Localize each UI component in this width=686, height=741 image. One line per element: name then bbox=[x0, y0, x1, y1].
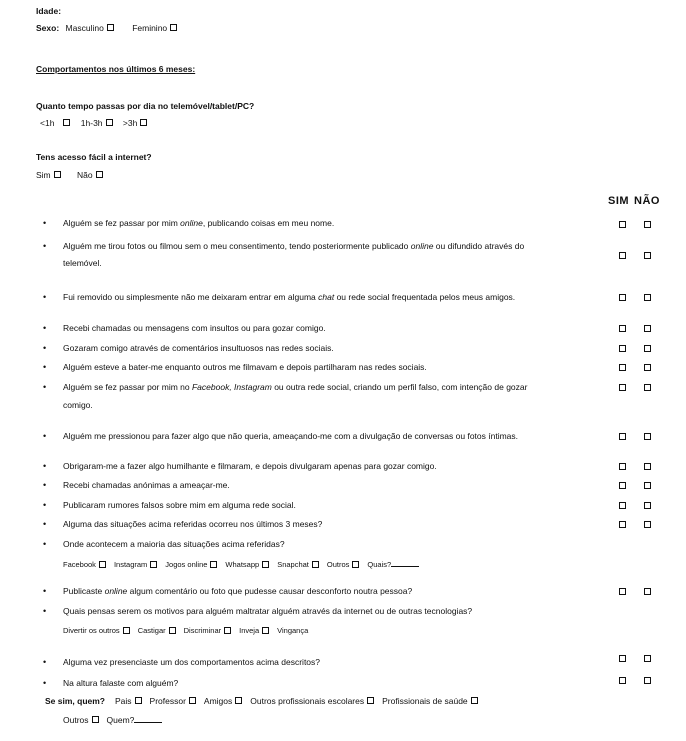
no-checkbox[interactable] bbox=[644, 221, 651, 228]
question-text-line2: telemóvel. bbox=[63, 258, 102, 268]
no-checkbox[interactable] bbox=[644, 521, 651, 528]
told-question: Na altura falaste com alguém? bbox=[63, 678, 179, 688]
no-checkbox[interactable] bbox=[644, 252, 651, 259]
age-label: Idade: bbox=[36, 6, 62, 16]
bullet: • bbox=[43, 343, 47, 353]
yes-checkbox[interactable] bbox=[619, 345, 626, 352]
online-games-checkbox[interactable] bbox=[210, 561, 217, 568]
screen-time-1-3-checkbox[interactable] bbox=[106, 119, 113, 126]
no-checkbox[interactable] bbox=[644, 433, 651, 440]
question-text: Alguém me tirou fotos ou filmou sem o meu consentimento, tendo posteriormente publicado online ou difundido através do bbox=[63, 241, 525, 251]
instagram-checkbox[interactable] bbox=[150, 561, 157, 568]
bullet: • bbox=[43, 500, 47, 510]
internet-option-yes: Sim bbox=[36, 170, 51, 180]
health-professionals-checkbox[interactable] bbox=[471, 697, 478, 704]
sex-female-checkbox[interactable] bbox=[170, 24, 177, 31]
question-text: Alguém esteve a bater-me enquanto outros me filmavam e depois partilharam nas redes sociais. bbox=[63, 362, 427, 372]
sex-option-female: Feminino bbox=[132, 23, 168, 33]
yes-checkbox[interactable] bbox=[619, 655, 626, 662]
screen-time-option: >3h bbox=[122, 118, 138, 128]
yes-checkbox[interactable] bbox=[619, 588, 626, 595]
sex-option-male: Masculino bbox=[65, 23, 104, 33]
sex-row bbox=[36, 23, 185, 34]
no-checkbox[interactable] bbox=[644, 482, 651, 489]
bullet: • bbox=[43, 461, 47, 471]
bullet: • bbox=[43, 431, 47, 441]
facebook-checkbox[interactable] bbox=[99, 561, 106, 568]
no-checkbox[interactable] bbox=[644, 345, 651, 352]
section-title: Comportamentos nos últimos 6 meses: bbox=[36, 64, 196, 74]
bullet: • bbox=[43, 586, 47, 596]
bullet: • bbox=[43, 323, 47, 333]
teacher-checkbox[interactable] bbox=[189, 697, 196, 704]
no-checkbox[interactable] bbox=[644, 325, 651, 332]
bullet: • bbox=[43, 539, 47, 549]
question-text: Recebi chamadas anónimas a ameaçar-me. bbox=[63, 480, 230, 490]
sex-label: Sexo: bbox=[36, 23, 60, 33]
yes-checkbox[interactable] bbox=[619, 364, 626, 371]
internet-yes-checkbox[interactable] bbox=[54, 171, 61, 178]
where-options: Facebook Instagram Jogos online Whatsapp Snapchat Outros Quais? bbox=[63, 558, 419, 570]
question-text: Alguém se fez passar por mim no Facebook, Instagram ou outra rede social, criando um perfil falso, com intenção de gozar bbox=[63, 382, 528, 392]
parents-checkbox[interactable] bbox=[135, 697, 142, 704]
discriminate-checkbox[interactable] bbox=[224, 627, 231, 634]
envy-checkbox[interactable] bbox=[262, 627, 269, 634]
no-checkbox[interactable] bbox=[644, 502, 651, 509]
which-label: Quais? bbox=[367, 560, 392, 569]
school-staff-checkbox[interactable] bbox=[367, 697, 374, 704]
bullet: • bbox=[43, 292, 47, 302]
who-other-checkbox[interactable] bbox=[92, 716, 99, 723]
screen-time-gt3-checkbox[interactable] bbox=[140, 119, 147, 126]
which-input[interactable] bbox=[391, 558, 419, 567]
no-checkbox[interactable] bbox=[644, 677, 651, 684]
internet-options bbox=[36, 170, 111, 181]
who-label: Se sim, quem? bbox=[45, 696, 105, 706]
no-checkbox[interactable] bbox=[644, 294, 651, 301]
yes-checkbox[interactable] bbox=[619, 294, 626, 301]
yes-checkbox[interactable] bbox=[619, 482, 626, 489]
published-question: Publicaste online algum comentário ou foto que pudesse causar desconforto noutra pessoa? bbox=[63, 586, 413, 596]
bullet: • bbox=[43, 606, 47, 616]
sex-male-checkbox[interactable] bbox=[107, 24, 114, 31]
question-text: Fui removido ou simplesmente não me deixaram entrar em alguma chat ou rede social frequentada pelos meus amigos. bbox=[63, 292, 516, 302]
bullet: • bbox=[43, 382, 47, 392]
question-text: Gozaram comigo através de comentários insultuosos nas redes sociais. bbox=[63, 343, 334, 353]
column-header-no: NÃO bbox=[634, 195, 660, 207]
yes-checkbox[interactable] bbox=[619, 463, 626, 470]
motives-options: Divertir os outros Castigar Discriminar Inveja Vingança bbox=[63, 626, 309, 635]
yes-checkbox[interactable] bbox=[619, 521, 626, 528]
where-question: Onde acontecem a maioria das situações acima referidas? bbox=[63, 539, 285, 549]
yes-checkbox[interactable] bbox=[619, 502, 626, 509]
screen-time-lt1-checkbox[interactable] bbox=[63, 119, 70, 126]
yes-checkbox[interactable] bbox=[619, 384, 626, 391]
divert-checkbox[interactable] bbox=[123, 627, 130, 634]
bullet: • bbox=[43, 657, 47, 667]
yes-checkbox[interactable] bbox=[619, 325, 626, 332]
screen-time-question: Quanto tempo passas por dia no telemóvel/tablet/PC? bbox=[36, 101, 255, 111]
whom-input[interactable] bbox=[134, 714, 162, 723]
internet-question: Tens acesso fácil a internet? bbox=[36, 152, 152, 162]
question-text: Alguém se fez passar por mim online, publicando coisas em meu nome. bbox=[63, 218, 335, 228]
yes-checkbox[interactable] bbox=[619, 433, 626, 440]
snapchat-checkbox[interactable] bbox=[312, 561, 319, 568]
bullet: • bbox=[43, 678, 47, 688]
question-text: Alguma das situações acima referidas ocorreu nos últimos 3 meses? bbox=[63, 519, 323, 529]
question-text: Obrigaram-me a fazer algo humilhante e filmaram, e depois divulgaram apenas para gozar comigo. bbox=[63, 461, 437, 471]
whatsapp-checkbox[interactable] bbox=[262, 561, 269, 568]
screen-time-option: 1h-3h bbox=[80, 118, 103, 128]
internet-option-no: Não bbox=[77, 170, 93, 180]
no-checkbox[interactable] bbox=[644, 655, 651, 662]
yes-checkbox[interactable] bbox=[619, 221, 626, 228]
other-checkbox[interactable] bbox=[352, 561, 359, 568]
question-text: Alguém me pressionou para fazer algo que não queria, ameaçando-me com a divulgação de conversas ou fotos íntimas. bbox=[63, 431, 519, 441]
screen-time-options bbox=[40, 118, 155, 129]
internet-no-checkbox[interactable] bbox=[96, 171, 103, 178]
who-other-row: Outros Quem? bbox=[63, 714, 162, 726]
witnessed-question: Alguma vez presenciaste um dos comportamentos acima descritos? bbox=[63, 657, 321, 667]
punish-checkbox[interactable] bbox=[169, 627, 176, 634]
whom-label: Quem? bbox=[106, 715, 135, 725]
column-header-yes: SIM bbox=[608, 195, 630, 207]
bullet: • bbox=[43, 218, 47, 228]
yes-checkbox[interactable] bbox=[619, 252, 626, 259]
no-checkbox[interactable] bbox=[644, 463, 651, 470]
no-checkbox[interactable] bbox=[644, 364, 651, 371]
friends-checkbox[interactable] bbox=[235, 697, 242, 704]
motives-question: Quais pensas serem os motivos para alguém maltratar alguém através da internet ou de outras tecnologias? bbox=[63, 606, 473, 616]
question-text: Recebi chamadas ou mensagens com insultos ou para gozar comigo. bbox=[63, 323, 326, 333]
bullet: • bbox=[43, 362, 47, 372]
question-text-line2: comigo. bbox=[63, 400, 93, 410]
bullet: • bbox=[43, 480, 47, 490]
who-row: Se sim, quem? Pais Professor Amigos Outros profissionais escolares Profissionais de saúde bbox=[45, 696, 486, 707]
no-checkbox[interactable] bbox=[644, 588, 651, 595]
no-checkbox[interactable] bbox=[644, 384, 651, 391]
question-text: Publicaram rumores falsos sobre mim em alguma rede social. bbox=[63, 500, 296, 510]
bullet: • bbox=[43, 241, 47, 251]
screen-time-option: <1h bbox=[40, 118, 55, 128]
bullet: • bbox=[43, 519, 47, 529]
yes-checkbox[interactable] bbox=[619, 677, 626, 684]
